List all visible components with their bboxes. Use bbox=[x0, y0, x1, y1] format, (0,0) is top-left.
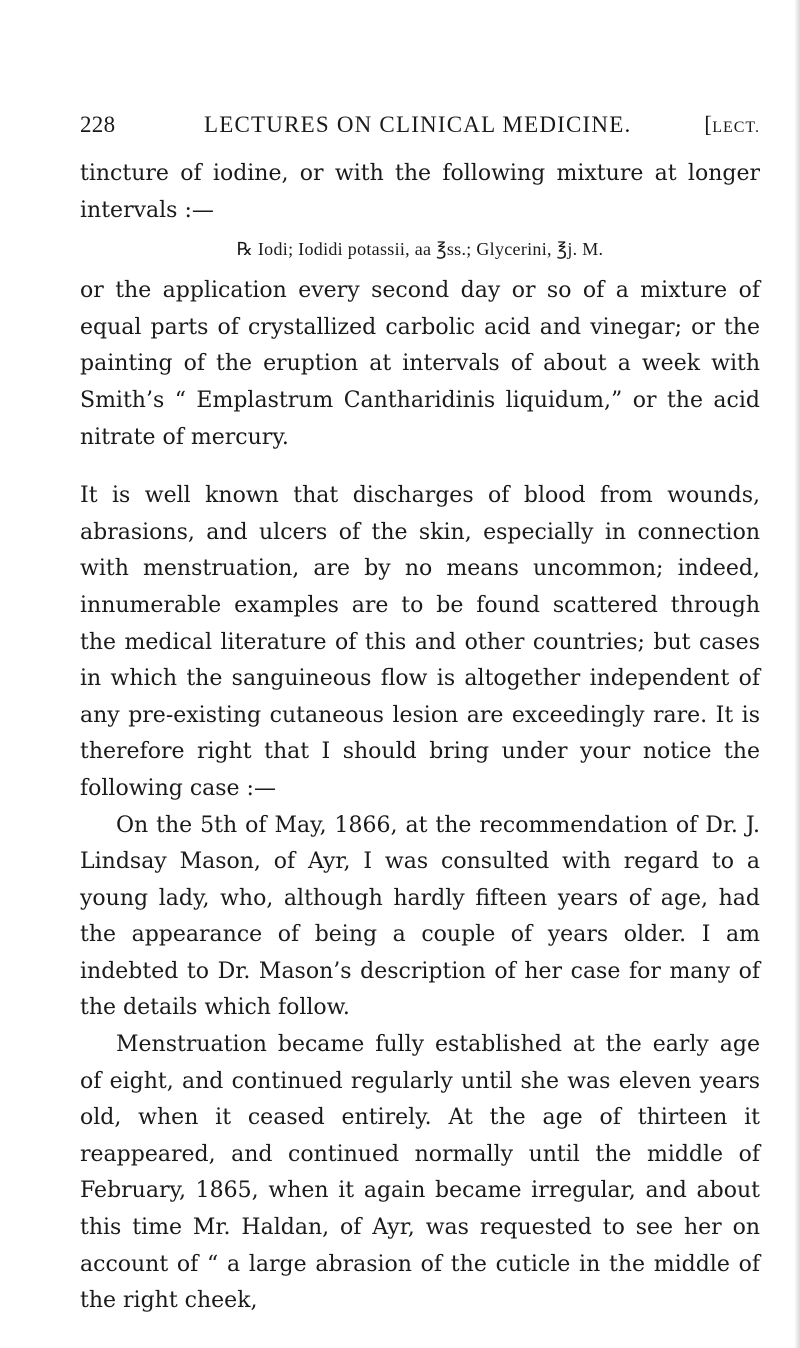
page-number: 228 bbox=[80, 112, 116, 137]
prescription-formula: ℞ Iodi; Iodidi potassii, aa ℥ss.; Glycerini, ℥j. M. bbox=[236, 239, 604, 260]
lecture-bracket: [ bbox=[704, 112, 713, 137]
paragraph-case-intro: On the 5th of May, 1866, at the recommendation of Dr. J. Lindsay Mason, of Ayr, I was consulted with regard to a young lady, who, although hardly fifteen years of age, had the appearance of being a couple of years older. I am indebted to Dr. Mason’s description of her case for many of the details which follow. bbox=[80, 812, 760, 1021]
paragraph-continuation: tincture of iodine, or with the following mixture at longer intervals :— bbox=[80, 161, 760, 223]
running-title: LECTURES ON CLINICAL MEDICINE. bbox=[204, 112, 632, 137]
paragraph-discharges: It is well known that discharges of blood from wounds, abrasions, and ulcers of the skin, especially in connection with menstruation, are by no means uncommon; indeed, innumerable examples are to be found scattered through the medical literature of this and other countries; but cases in which the sanguineous flow is altogether independent of any pre-existing cutaneous lesion are exceedingly rare. It is therefore right that I should bring under your notice the following case :— bbox=[80, 483, 760, 801]
running-header bbox=[80, 112, 760, 142]
paragraph-menstruation: Menstruation became fully established at the early age of eight, and continued regularly until she was eleven years old, when it ceased entirely. At the age of thirteen it reappeared, and continued normally until the middle of February, 1865, when it again became irregular, and about this time Mr. Haldan, of Ayr, was requested to see her on account of “ a large abrasion of the cuticle in the middle of the right cheek, bbox=[80, 1032, 760, 1314]
page-edge-shadow bbox=[794, 0, 800, 1348]
lecture-label: LECT. bbox=[712, 119, 760, 136]
page-body bbox=[80, 156, 760, 1320]
paragraph-treatment: or the application every second day or so of a mixture of equal parts of crystallized carbolic acid and vinegar; or the painting of the eruption at intervals of about a week with Smith’s “ Emplastrum Cantharidinis liquidum,” or the acid nitrate of mercury. bbox=[80, 278, 760, 450]
lecture-marker bbox=[704, 112, 760, 138]
